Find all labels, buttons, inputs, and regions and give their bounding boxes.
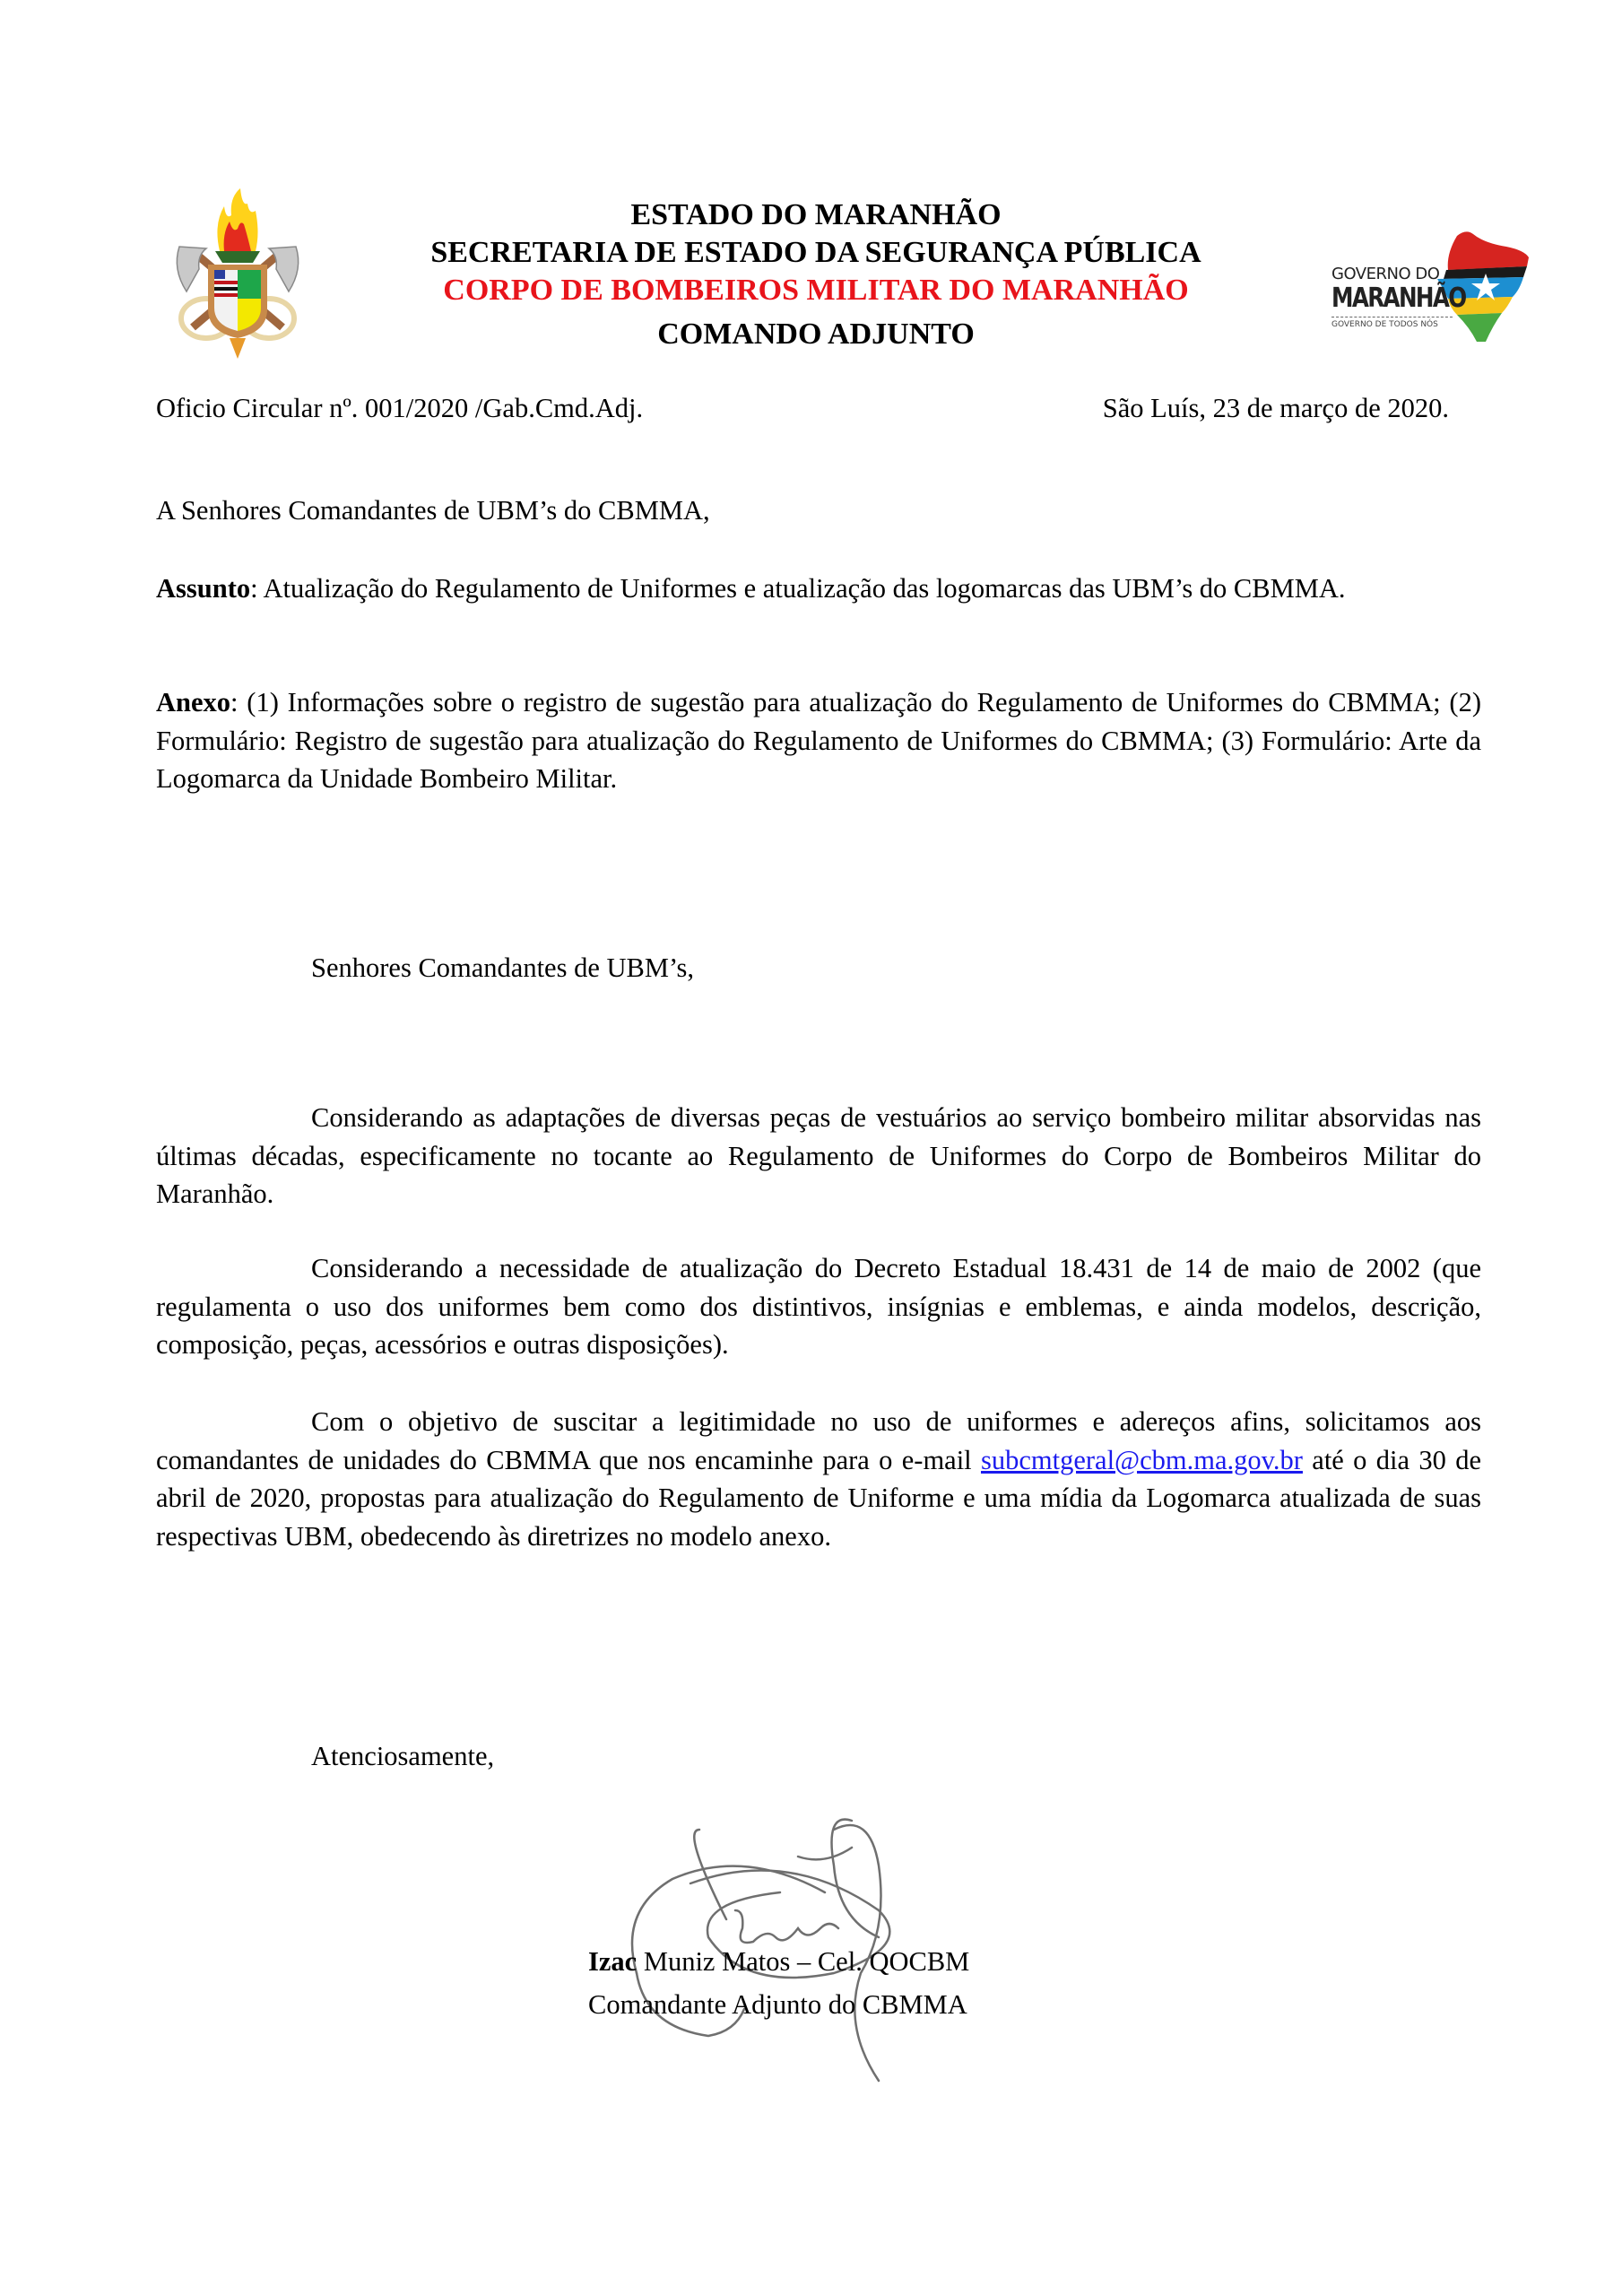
- header-command: COMANDO ADJUNTO: [657, 317, 975, 351]
- torch-point: [230, 338, 246, 359]
- axe-head: [269, 247, 299, 291]
- closing: Atenciosamente,: [311, 1741, 495, 1771]
- logo-line1: GOVERNO DO: [1331, 265, 1440, 283]
- signer-name-rest: Muniz Matos – Cel. QOCBM: [637, 1946, 970, 1977]
- email-link[interactable]: subcmtgeral@cbm.ma.gov.br: [980, 1444, 1303, 1475]
- subject: [156, 570, 1481, 608]
- subject-label: Assunto: [156, 573, 251, 604]
- paragraph-3-after: até o dia 30 de abril de 2020, propostas para atualização do Regulamento de Uniforme e uma mídia da Logomarca atualizada de suas respectivas UBM, obedecendo às diretrizes no modelo anexo.: [156, 1444, 1481, 1552]
- signer-name-bold: Izac: [588, 1946, 638, 1977]
- header-secretariat: SECRETARIA DE ESTADO DA SEGURANÇA PÚBLICA: [430, 236, 1201, 269]
- signer-name: [588, 1943, 969, 1981]
- axe-head: [177, 247, 206, 291]
- governo-do-maranhao-logo: [1331, 229, 1533, 345]
- handwritten-signature: [610, 1794, 986, 2090]
- paragraph-1-text: Considerando as adaptações de diversas peças de vestuários ao serviço bombeiro militar absorvidas nas últimas décadas, especificamente no tocante ao Regulamento de Uniformes do Corpo de Bombeiros Militar do Maranhão.: [156, 1102, 1481, 1209]
- laurel: [215, 251, 260, 263]
- cbmma-emblem-icon: [170, 184, 305, 359]
- annex-text: : (1) Informações sobre o registro de sugestão para atualização do Regulamento de Uniformes do CBMMA; (2) Formulário: Registro de sugestão para atualização do Regulamento de Uniformes do CBMMA; (3) Formulário: Arte da Logomarca da Unidade Bombeiro Militar.: [156, 687, 1481, 794]
- paragraph-3-before: Com o objetivo de suscitar a legitimidade no uso de uniformes e adereços afins, solicitamos aos comandantes de unidades do CBMMA que nos encaminhe para o e-mail: [156, 1406, 1481, 1475]
- document-number: Oficio Circular nº. 001/2020 /Gab.Cmd.Adj.: [156, 393, 644, 423]
- place-date: São Luís, 23 de março de 2020.: [1102, 393, 1449, 423]
- paragraph-3: [156, 1403, 1481, 1555]
- subject-text: : Atualização do Regulamento de Uniformes e atualização das logomarcas das UBM’s do CBMMA.: [250, 573, 1346, 604]
- addressee: A Senhores Comandantes de UBM’s do CBMMA,: [156, 495, 710, 526]
- header-fire-department: CORPO DE BOMBEIROS MILITAR DO MARANHÃO: [443, 274, 1189, 307]
- shield-green: [238, 270, 261, 299]
- signer-title: Comandante Adjunto do CBMMA: [588, 1989, 967, 2020]
- logo-line2: MARANHÃO: [1331, 283, 1466, 314]
- logo-tagline: GOVERNO DE TODOS NÓS: [1331, 320, 1438, 329]
- header-state: ESTADO DO MARANHÃO: [630, 198, 1002, 231]
- annex-label: Anexo: [156, 687, 231, 718]
- paragraph-2: [156, 1249, 1481, 1364]
- annex: [156, 683, 1481, 798]
- salutation: Senhores Comandantes de UBM’s,: [311, 952, 694, 983]
- paragraph-1: [156, 1099, 1481, 1213]
- paragraph-2-text: Considerando a necessidade de atualização do Decreto Estadual 18.431 de 14 de maio de 2002 (que regulamenta o uso dos uniformes bem como dos distintivos, insígnias e emblemas, e ainda modelos, descrição, composição, peças, acessórios e outras disposições).: [156, 1253, 1481, 1360]
